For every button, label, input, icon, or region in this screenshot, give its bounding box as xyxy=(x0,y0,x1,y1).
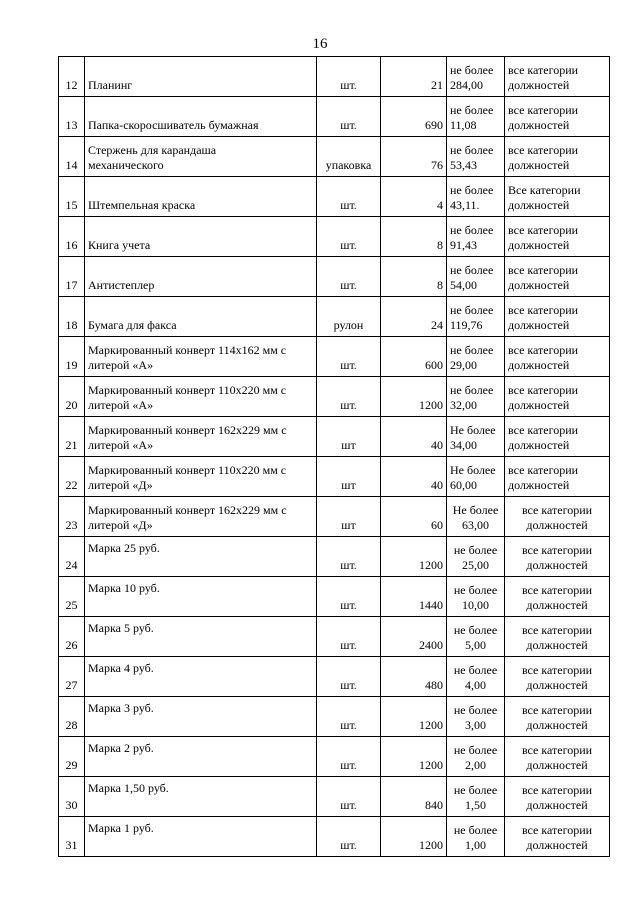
price-line: 3,00 xyxy=(465,718,486,732)
table-row xyxy=(59,777,610,817)
quantity-cell: 1200 xyxy=(381,697,447,737)
item-name-cell xyxy=(85,417,317,457)
quantity-cell: 40 xyxy=(381,417,447,457)
row-number-cell: 27 xyxy=(59,657,85,697)
category-line: все категории xyxy=(521,663,593,677)
row-number-cell: 17 xyxy=(59,257,85,297)
row-number-cell: 12 xyxy=(59,57,85,97)
price-line: Не более xyxy=(452,503,499,517)
row-number-cell: 31 xyxy=(59,817,85,857)
price-line: 29,00 xyxy=(450,358,477,372)
unit-cell: шт. xyxy=(317,617,381,657)
row-number-cell: 18 xyxy=(59,297,85,337)
category-cell xyxy=(505,297,610,337)
row-number-cell: 29 xyxy=(59,737,85,777)
category-line: все категории xyxy=(508,63,579,77)
page-number: 16 xyxy=(312,36,328,52)
price-line: 2,00 xyxy=(465,758,486,772)
quantity-cell: 1440 xyxy=(381,577,447,617)
price-line: не более xyxy=(453,543,498,557)
quantity-cell: 2400 xyxy=(381,617,447,657)
category-line: все категории xyxy=(508,463,579,477)
price-line: не более xyxy=(453,583,498,597)
price-line: не более xyxy=(450,143,494,157)
row-number-cell: 15 xyxy=(59,177,85,217)
price-cell xyxy=(447,737,505,777)
row-number-cell: 22 xyxy=(59,457,85,497)
category-line: должностей xyxy=(508,398,570,412)
category-line: должностей xyxy=(508,78,570,92)
category-line: должностей xyxy=(508,118,570,132)
price-line: 43,11. xyxy=(450,198,480,212)
category-cell xyxy=(505,337,610,377)
quantity-cell: 690 xyxy=(381,97,447,137)
price-line: 54,00 xyxy=(450,278,477,292)
item-name-cell xyxy=(85,817,317,857)
table-row xyxy=(59,337,610,377)
item-name-cell xyxy=(85,217,317,257)
category-cell xyxy=(505,257,610,297)
category-line: все категории xyxy=(508,223,579,237)
price-cell xyxy=(447,377,505,417)
price-line: 284,00 xyxy=(450,78,483,92)
category-cell xyxy=(505,577,610,617)
quantity-cell: 1200 xyxy=(381,817,447,857)
category-line: все категории xyxy=(521,503,593,517)
category-line: должностей xyxy=(508,358,570,372)
price-cell xyxy=(447,577,505,617)
unit-cell: шт. xyxy=(317,177,381,217)
item-name-cell xyxy=(85,97,317,137)
item-name-line: литерой «Д» xyxy=(88,518,153,532)
category-line: должностей xyxy=(526,598,588,612)
table-row xyxy=(59,737,610,777)
category-cell xyxy=(505,817,610,857)
item-name-line: Папка-скоросшиватель бумажная xyxy=(88,118,259,132)
table-row xyxy=(59,177,610,217)
table-row xyxy=(59,537,610,577)
table-row xyxy=(59,817,610,857)
price-line: не более xyxy=(450,303,494,317)
item-name-line: Маркированный конверт 110х220 мм с xyxy=(88,383,287,397)
item-name-cell xyxy=(85,777,317,817)
category-line: все категории xyxy=(508,263,579,277)
category-cell xyxy=(505,97,610,137)
price-line: 25,00 xyxy=(462,558,489,572)
price-line: не более xyxy=(450,103,494,117)
row-number-cell: 30 xyxy=(59,777,85,817)
category-line: Все категории xyxy=(508,183,581,197)
price-line: 60,00 xyxy=(450,478,477,492)
price-line: Не более xyxy=(450,423,496,437)
table-row xyxy=(59,257,610,297)
category-line: должностей xyxy=(526,558,588,572)
item-name-line: Маркированный конверт 114х162 мм с xyxy=(88,343,287,357)
item-name-cell xyxy=(85,257,317,297)
item-name-line: литерой «Д» xyxy=(88,478,153,492)
item-name-line: Марка 2 руб. xyxy=(88,741,154,755)
row-number-cell: 24 xyxy=(59,537,85,577)
category-line: должностей xyxy=(526,638,588,652)
table-row xyxy=(59,657,610,697)
category-line: все категории xyxy=(521,583,593,597)
category-line: все категории xyxy=(508,143,579,157)
table-row xyxy=(59,617,610,657)
price-cell xyxy=(447,817,505,857)
item-name-line: Книга учета xyxy=(88,238,151,252)
category-line: должностей xyxy=(508,318,570,332)
item-name-line: Марка 4 руб. xyxy=(88,661,154,675)
unit-cell: шт. xyxy=(317,737,381,777)
category-line: все категории xyxy=(521,543,593,557)
table-row xyxy=(59,497,610,537)
category-cell xyxy=(505,777,610,817)
price-line: 10,00 xyxy=(462,598,489,612)
table-row xyxy=(59,377,610,417)
price-line: не более xyxy=(450,183,494,197)
price-line: 63,00 xyxy=(462,518,489,532)
category-cell xyxy=(505,137,610,177)
item-name-cell xyxy=(85,297,317,337)
row-number-cell: 25 xyxy=(59,577,85,617)
item-name-line: Стержень для карандаша xyxy=(88,143,217,157)
price-cell xyxy=(447,297,505,337)
price-cell xyxy=(447,537,505,577)
unit-cell: упаковка xyxy=(317,137,381,177)
category-cell xyxy=(505,617,610,657)
price-cell xyxy=(447,497,505,537)
price-cell xyxy=(447,617,505,657)
category-line: должностей xyxy=(526,718,588,732)
item-name-line: литерой «А» xyxy=(88,358,154,372)
unit-cell: шт. xyxy=(317,57,381,97)
price-line: не более xyxy=(453,623,498,637)
row-number-cell: 26 xyxy=(59,617,85,657)
item-name-line: Антистеплер xyxy=(88,278,155,292)
item-name-cell xyxy=(85,377,317,417)
category-cell xyxy=(505,177,610,217)
item-name-cell xyxy=(85,57,317,97)
table-row xyxy=(59,457,610,497)
category-line: должностей xyxy=(526,758,588,772)
category-line: должностей xyxy=(508,198,570,212)
unit-cell: шт. xyxy=(317,257,381,297)
category-cell xyxy=(505,57,610,97)
category-line: должностей xyxy=(526,838,588,852)
row-number-cell: 28 xyxy=(59,697,85,737)
quantity-cell: 840 xyxy=(381,777,447,817)
item-name-cell xyxy=(85,457,317,497)
item-name-cell xyxy=(85,537,317,577)
category-line: должностей xyxy=(526,518,588,532)
category-line: все категории xyxy=(521,703,593,717)
item-name-line: литерой «А» xyxy=(88,398,154,412)
category-line: все категории xyxy=(508,303,579,317)
quantity-cell: 480 xyxy=(381,657,447,697)
table-row xyxy=(59,697,610,737)
item-name-cell xyxy=(85,137,317,177)
quantity-cell: 76 xyxy=(381,137,447,177)
category-cell xyxy=(505,457,610,497)
category-cell xyxy=(505,497,610,537)
price-line: 4,00 xyxy=(465,678,486,692)
price-cell xyxy=(447,777,505,817)
unit-cell: шт xyxy=(317,417,381,457)
row-number-cell: 13 xyxy=(59,97,85,137)
item-name-line: Марка 1 руб. xyxy=(88,821,154,835)
price-cell xyxy=(447,657,505,697)
price-line: 1,50 xyxy=(465,798,486,812)
category-line: все категории xyxy=(508,343,579,357)
item-name-line: Планинг xyxy=(88,78,133,92)
price-line: не более xyxy=(450,383,494,397)
item-name-cell xyxy=(85,697,317,737)
price-line: не более xyxy=(453,703,498,717)
unit-cell: шт xyxy=(317,497,381,537)
price-cell xyxy=(447,177,505,217)
table-row xyxy=(59,97,610,137)
price-line: не более xyxy=(453,663,498,677)
price-line: 34,00 xyxy=(450,438,477,452)
price-line: не более xyxy=(453,743,498,757)
category-line: все категории xyxy=(521,743,593,757)
row-number-cell: 19 xyxy=(59,337,85,377)
price-line: не более xyxy=(453,823,498,837)
category-line: все категории xyxy=(521,823,593,837)
item-name-line: Бумага для факса xyxy=(88,318,177,332)
table-row xyxy=(59,297,610,337)
quantity-cell: 1200 xyxy=(381,377,447,417)
item-name-cell xyxy=(85,337,317,377)
table-row xyxy=(59,417,610,457)
unit-cell: шт. xyxy=(317,217,381,257)
category-cell xyxy=(505,537,610,577)
category-line: должностей xyxy=(508,158,570,172)
price-line: 1,00 xyxy=(465,838,486,852)
row-number-cell: 20 xyxy=(59,377,85,417)
row-number-cell: 23 xyxy=(59,497,85,537)
price-line: не более xyxy=(450,63,494,77)
row-number-cell: 21 xyxy=(59,417,85,457)
item-name-line: Марка 10 руб. xyxy=(88,581,160,595)
quantity-cell: 8 xyxy=(381,217,447,257)
price-line: не более xyxy=(450,223,494,237)
item-name-line: механического xyxy=(88,158,164,172)
price-cell xyxy=(447,257,505,297)
table-body xyxy=(59,57,610,857)
category-cell xyxy=(505,657,610,697)
quantity-cell: 24 xyxy=(381,297,447,337)
quantity-cell: 4 xyxy=(381,177,447,217)
price-line: 119,76 xyxy=(450,318,483,332)
table-row xyxy=(59,577,610,617)
price-cell xyxy=(447,417,505,457)
item-name-line: Маркированный конверт 162х229 мм с xyxy=(88,423,287,437)
item-name-cell xyxy=(85,617,317,657)
unit-cell: шт. xyxy=(317,697,381,737)
category-line: должностей xyxy=(526,678,588,692)
price-cell xyxy=(447,57,505,97)
category-line: все категории xyxy=(521,623,593,637)
item-name-cell xyxy=(85,497,317,537)
unit-cell: шт xyxy=(317,457,381,497)
row-number-cell: 16 xyxy=(59,217,85,257)
category-line: должностей xyxy=(508,478,570,492)
price-line: 53,43 xyxy=(450,158,477,172)
category-line: должностей xyxy=(508,278,570,292)
item-name-line: Марка 1,50 руб. xyxy=(88,781,169,795)
item-name-cell xyxy=(85,577,317,617)
price-line: не более xyxy=(453,783,498,797)
unit-cell: шт. xyxy=(317,97,381,137)
unit-cell: шт. xyxy=(317,777,381,817)
quantity-cell: 1200 xyxy=(381,737,447,777)
category-line: все категории xyxy=(508,103,579,117)
table-row xyxy=(59,57,610,97)
category-line: все категории xyxy=(508,383,579,397)
price-cell xyxy=(447,697,505,737)
item-name-line: Марка 3 руб. xyxy=(88,701,154,715)
price-line: 32,00 xyxy=(450,398,477,412)
quantity-cell: 1200 xyxy=(381,537,447,577)
category-line: должностей xyxy=(508,438,570,452)
unit-cell: шт. xyxy=(317,337,381,377)
item-name-line: Штемпельная краска xyxy=(88,198,196,212)
category-cell xyxy=(505,377,610,417)
item-name-line: Маркированный конверт 162х229 мм с xyxy=(88,503,287,517)
item-name-cell xyxy=(85,177,317,217)
item-name-line: Марка 5 руб. xyxy=(88,621,154,635)
item-name-line: литерой «А» xyxy=(88,438,154,452)
category-cell xyxy=(505,217,610,257)
price-cell xyxy=(447,97,505,137)
price-line: Не более xyxy=(450,463,496,477)
row-number-cell: 14 xyxy=(59,137,85,177)
quantity-cell: 60 xyxy=(381,497,447,537)
unit-cell: шт. xyxy=(317,537,381,577)
price-cell xyxy=(447,217,505,257)
price-cell xyxy=(447,337,505,377)
item-name-line: Марка 25 руб. xyxy=(88,541,160,555)
price-line: 11,08 xyxy=(450,118,477,132)
table-row xyxy=(59,217,610,257)
category-cell xyxy=(505,417,610,457)
category-cell xyxy=(505,737,610,777)
unit-cell: шт. xyxy=(317,577,381,617)
quantity-cell: 600 xyxy=(381,337,447,377)
item-name-cell xyxy=(85,737,317,777)
price-line: не более xyxy=(450,343,494,357)
quantity-cell: 21 xyxy=(381,57,447,97)
category-line: должностей xyxy=(508,238,570,252)
price-line: 91,43 xyxy=(450,238,477,252)
unit-cell: шт. xyxy=(317,817,381,857)
category-line: все категории xyxy=(508,423,579,437)
unit-cell: рулон xyxy=(317,297,381,337)
price-line: не более xyxy=(450,263,494,277)
category-line: все категории xyxy=(521,783,593,797)
item-name-cell xyxy=(85,657,317,697)
price-cell xyxy=(447,457,505,497)
item-name-line: Маркированный конверт 110х220 мм с xyxy=(88,463,287,477)
unit-cell: шт. xyxy=(317,657,381,697)
quantity-cell: 8 xyxy=(381,257,447,297)
quantity-cell: 40 xyxy=(381,457,447,497)
price-line: 5,00 xyxy=(465,638,486,652)
category-cell xyxy=(505,697,610,737)
supplies-table xyxy=(58,56,610,857)
price-cell xyxy=(447,137,505,177)
category-line: должностей xyxy=(526,798,588,812)
table-row xyxy=(59,137,610,177)
unit-cell: шт. xyxy=(317,377,381,417)
